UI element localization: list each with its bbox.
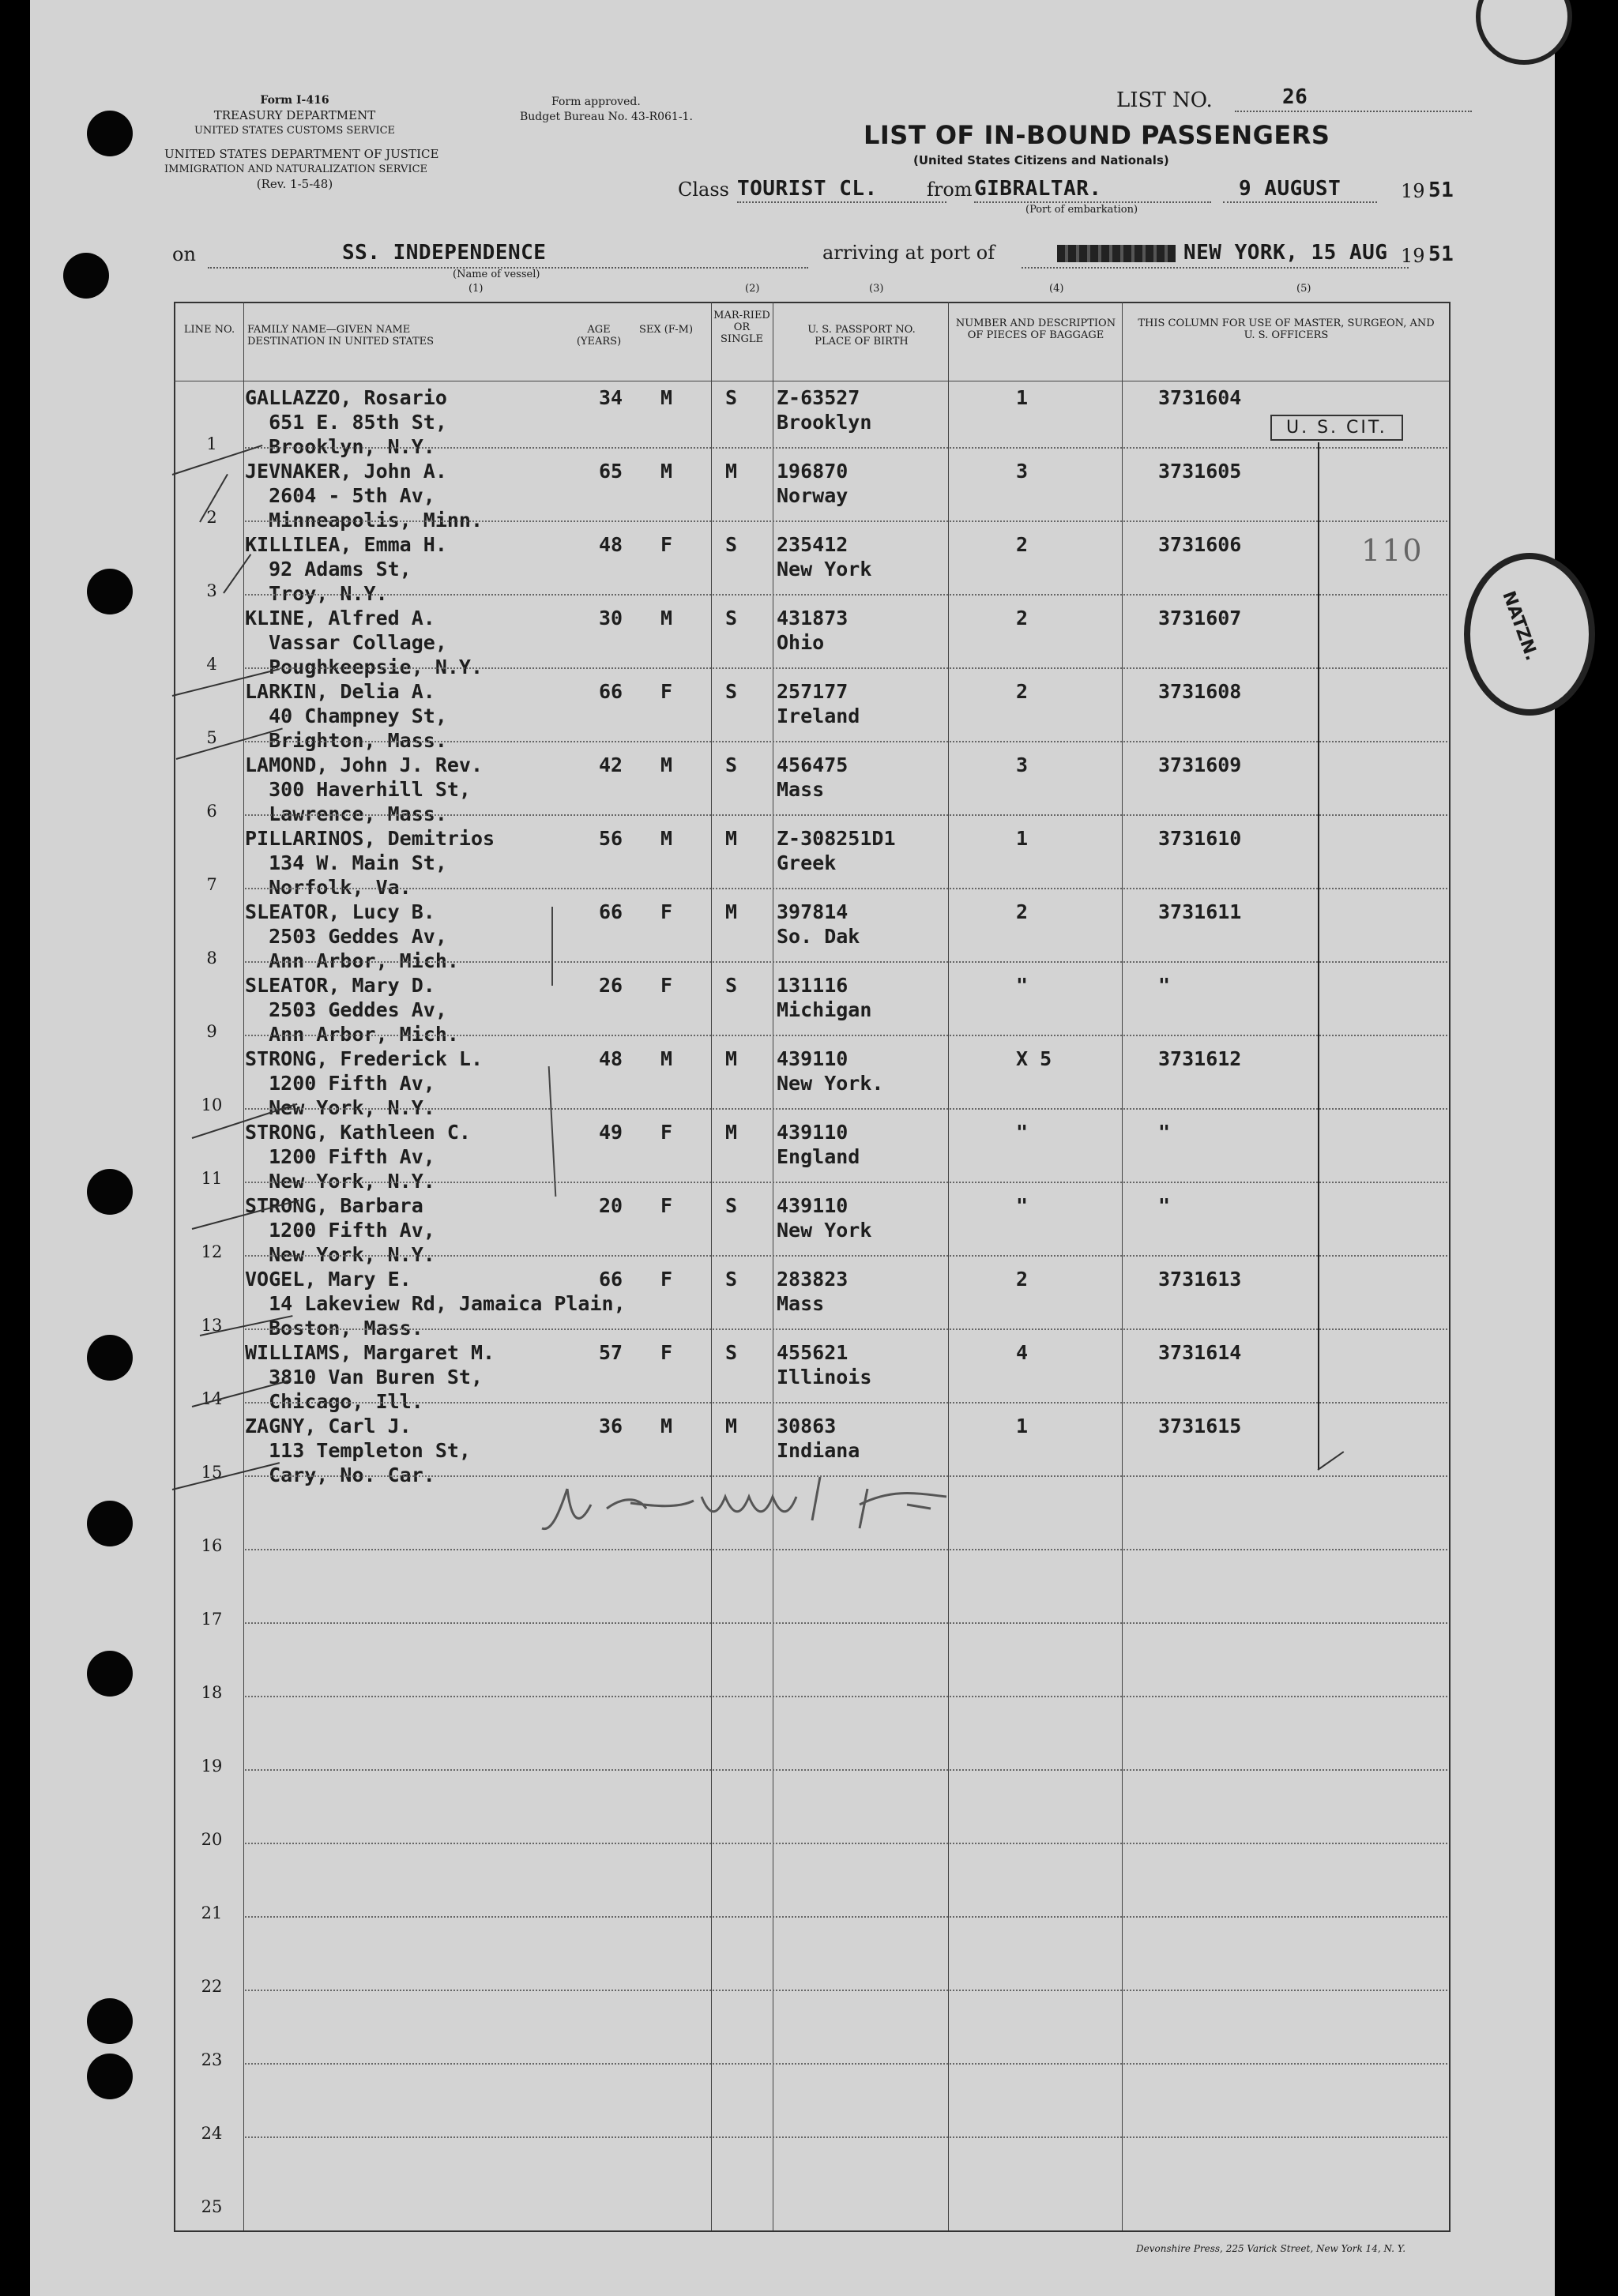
passenger-sex: M	[660, 1047, 673, 1070]
arriving-label: arriving at port of	[822, 242, 995, 264]
port-line	[974, 201, 1211, 203]
arrival-year-prefix: 19	[1401, 245, 1425, 267]
passenger-marital-status: S	[725, 753, 738, 776]
passenger-age: 56	[599, 827, 623, 850]
handwritten-signature	[536, 1473, 1025, 1544]
passenger-sex: F	[660, 1121, 673, 1144]
passport-and-birthplace: 257177 Ireland	[777, 680, 860, 727]
row-divider	[245, 2136, 1447, 2138]
passport-and-birthplace: 439110 New York	[777, 1194, 872, 1242]
baggage-count: X 5	[1016, 1047, 1052, 1070]
passenger-age: 20	[599, 1194, 623, 1217]
officer-number: "	[1158, 1121, 1171, 1144]
passenger-name-address: KILLILEA, Emma H. 92 Adams St, Troy, N.Y.	[245, 533, 447, 605]
row-divider	[245, 1108, 1447, 1110]
punch-hole	[87, 2054, 133, 2099]
passport-and-birthplace: 30863 Indiana	[777, 1415, 860, 1462]
line-number: 18	[201, 1683, 223, 1702]
vessel-name: SS. INDEPENDENCE	[342, 241, 547, 265]
passenger-marital-status: S	[725, 974, 738, 997]
passenger-sex: M	[660, 753, 673, 776]
row-divider	[245, 1622, 1447, 1624]
passport-and-birthplace: 283823 Mass	[777, 1268, 849, 1315]
col-divider	[243, 302, 244, 2230]
row-divider	[245, 667, 1447, 669]
arrival-port-date: NEW YORK, 15 AUG	[1183, 241, 1388, 265]
passport-and-birthplace: 439110 New York.	[777, 1047, 884, 1095]
passenger-marital-status: S	[725, 1341, 738, 1364]
line-number: 14	[201, 1389, 223, 1408]
form-number: Form I-416	[260, 94, 329, 107]
class-value: TOURIST CL.	[737, 177, 878, 201]
line-number: 15	[201, 1463, 223, 1482]
citizen-stamp: U. S. CIT.	[1270, 415, 1403, 441]
punch-hole	[87, 111, 133, 156]
justice-header	[164, 147, 439, 192]
passenger-age: 42	[599, 753, 623, 776]
punch-hole	[87, 1998, 133, 2044]
line-number: 9	[206, 1022, 217, 1041]
row-divider	[245, 888, 1447, 889]
line-number: 4	[206, 655, 217, 674]
passenger-marital-status: M	[725, 827, 738, 850]
baggage-count: 2	[1016, 1268, 1029, 1291]
passenger-name-address: JEVNAKER, John A. 2604 - 5th Av, Minneapolis, Minn.	[245, 460, 484, 532]
list-no-label: LIST NO.	[1116, 88, 1213, 112]
passenger-age: 48	[599, 533, 623, 556]
baggage-count: 2	[1016, 533, 1029, 556]
line-number: 12	[201, 1242, 223, 1261]
row-divider	[245, 1696, 1447, 1697]
passenger-name-address: VOGEL, Mary E. 14 Lakeview Rd, Jamaica Plain, Boston, Mass.	[245, 1268, 626, 1340]
passenger-name-address: LAMOND, John J. Rev. 300 Haverhill St, Lawrence, Mass.	[245, 753, 484, 825]
passenger-name-address: KLINE, Alfred A. Vassar Collage, Poughkeepsie, N.Y.	[245, 607, 484, 678]
passenger-name-address: PILLARINOS, Demitrios 134 W. Main St, Norfolk, Va.	[245, 827, 495, 899]
col-ref-2: (2)	[745, 283, 760, 295]
row-divider	[245, 1916, 1447, 1918]
arrival-year-suffix: 51	[1428, 242, 1454, 266]
class-line	[737, 201, 946, 203]
passenger-age: 26	[599, 974, 623, 997]
passenger-name-address: STRONG, Kathleen C. 1200 Fifth Av, New York, N.Y.	[245, 1121, 471, 1193]
col-ref-1: (1)	[468, 283, 484, 295]
printer-footer: Devonshire Press, 225 Varick Street, New York 14, N. Y.	[1136, 2243, 1406, 2254]
corner-seal	[1476, 0, 1572, 65]
officer-number: 3731615	[1158, 1415, 1242, 1437]
list-no-line	[1235, 111, 1472, 112]
justice-dept: UNITED STATES DEPARTMENT OF JUSTICE	[164, 147, 439, 161]
serial-number-stamp: 110	[1361, 533, 1424, 568]
passport-and-birthplace: 455621 Illinois	[777, 1341, 872, 1388]
row-divider	[245, 1769, 1447, 1771]
manifest-page	[30, 0, 1555, 2296]
passenger-age: 66	[599, 680, 623, 703]
officer-number: 3731614	[1158, 1341, 1242, 1364]
officer-number: 3731610	[1158, 827, 1242, 850]
passenger-marital-status: M	[725, 900, 738, 923]
officer-number: 3731605	[1158, 460, 1242, 483]
passenger-marital-status: S	[725, 607, 738, 629]
officer-number: "	[1158, 1194, 1171, 1217]
line-number: 24	[201, 2124, 223, 2143]
year-suffix: 51	[1428, 178, 1454, 202]
passenger-age: 57	[599, 1341, 623, 1364]
passenger-sex: M	[660, 607, 673, 629]
line-number: 1	[206, 434, 217, 453]
baggage-count: 4	[1016, 1341, 1029, 1364]
officer-number: 3731613	[1158, 1268, 1242, 1291]
line-number: 22	[201, 1977, 223, 1996]
col-divider	[711, 302, 712, 2230]
line-number: 6	[206, 802, 217, 821]
officer-number: 3731612	[1158, 1047, 1242, 1070]
baggage-count: 2	[1016, 680, 1029, 703]
line-number: 11	[201, 1169, 223, 1188]
col-header-line-no: LINE NO.	[183, 324, 235, 336]
approval-block	[520, 95, 693, 125]
passenger-marital-status: M	[725, 460, 738, 483]
baggage-count: "	[1016, 974, 1029, 997]
passenger-age: 66	[599, 1268, 623, 1291]
baggage-count: "	[1016, 1121, 1029, 1144]
passport-and-birthplace: Z-63527 Brooklyn	[777, 386, 872, 434]
passenger-sex: F	[660, 1341, 673, 1364]
passenger-age: 36	[599, 1415, 623, 1437]
row-divider	[245, 1035, 1447, 1036]
officer-number: "	[1158, 974, 1171, 997]
col-ref-5: (5)	[1296, 283, 1311, 295]
passport-and-birthplace: 431873 Ohio	[777, 607, 849, 654]
passenger-age: 48	[599, 1047, 623, 1070]
officer-number: 3731611	[1158, 900, 1242, 923]
baggage-count: 2	[1016, 900, 1029, 923]
passenger-age: 34	[599, 386, 623, 409]
year-prefix: 19	[1401, 180, 1425, 202]
embarkation-date: 9 AUGUST	[1239, 177, 1341, 201]
col-divider	[1122, 302, 1123, 2230]
col-ref-3: (3)	[869, 283, 884, 295]
row-divider	[245, 594, 1447, 596]
passenger-marital-status: S	[725, 386, 738, 409]
baggage-count: 3	[1016, 753, 1029, 776]
struck-out-port	[1057, 245, 1176, 262]
passenger-age: 65	[599, 460, 623, 483]
punch-hole	[87, 1501, 133, 1546]
col-ref-4: (4)	[1049, 283, 1064, 295]
officer-number: 3731606	[1158, 533, 1242, 556]
row-divider	[245, 1843, 1447, 1844]
passenger-age: 30	[599, 607, 623, 629]
line-number: 23	[201, 2050, 223, 2069]
agency-header	[164, 93, 425, 138]
customs-service: UNITED STATES CUSTOMS SERVICE	[194, 125, 396, 137]
passenger-marital-status: M	[725, 1415, 738, 1437]
on-label: on	[172, 243, 196, 265]
line-number: 7	[206, 875, 217, 894]
row-divider	[245, 814, 1447, 816]
row-divider	[245, 741, 1447, 742]
treasury-dept: TREASURY DEPARTMENT	[213, 108, 376, 122]
officer-number: 3731604	[1158, 386, 1242, 409]
col-header-officers: THIS COLUMN FOR USE OF MASTER, SURGEON, AND U. S. OFFICERS	[1138, 318, 1435, 341]
row-divider	[245, 520, 1447, 522]
line-number: 8	[206, 949, 217, 968]
passenger-sex: F	[660, 533, 673, 556]
passport-and-birthplace: 131116 Michigan	[777, 974, 872, 1021]
line-number: 19	[201, 1757, 223, 1776]
passenger-sex: F	[660, 1268, 673, 1291]
document-subtitle: (United States Citizens and Nationals)	[913, 153, 1169, 167]
document-title: LIST OF IN-BOUND PASSENGERS	[864, 120, 1330, 150]
passenger-name-address: ZAGNY, Carl J. 113 Templeton St, Cary, No. Car.	[245, 1415, 471, 1486]
date-line	[1223, 201, 1377, 203]
passenger-marital-status: S	[725, 680, 738, 703]
passport-and-birthplace: 439110 England	[777, 1121, 860, 1168]
port-of-embarkation: GIBRALTAR.	[974, 177, 1102, 201]
list-no-value: 26	[1282, 85, 1308, 109]
officer-number: 3731608	[1158, 680, 1242, 703]
form-revision: (Rev. 1-5-48)	[256, 177, 333, 191]
passenger-name-address: GALLAZZO, Rosario 651 E. 85th St, Brooklyn, N.Y.	[245, 386, 447, 458]
passenger-name-address: WILLIAMS, Margaret M. 3810 Van Buren St, Chicago, Ill.	[245, 1341, 495, 1413]
seal-text: NATZN.	[1498, 588, 1542, 663]
row-divider	[245, 961, 1447, 963]
passenger-name-address: SLEATOR, Lucy B. 2503 Geddes Av, Ann Arbor, Mich.	[245, 900, 459, 972]
row-divider	[245, 1182, 1447, 1183]
passenger-name-address: STRONG, Barbara 1200 Fifth Av, New York, N.Y.	[245, 1194, 435, 1266]
passenger-sex: F	[660, 974, 673, 997]
col-header-sex: SEX (F-M)	[638, 324, 694, 336]
passenger-name-address: SLEATOR, Mary D. 2503 Geddes Av, Ann Arbor, Mich.	[245, 974, 459, 1046]
passport-and-birthplace: 196870 Norway	[777, 460, 849, 507]
row-divider	[245, 447, 1447, 449]
line-number: 17	[201, 1610, 223, 1629]
passenger-marital-status: S	[725, 533, 738, 556]
punch-hole	[87, 1651, 133, 1697]
punch-hole	[87, 1335, 133, 1381]
baggage-count: 3	[1016, 460, 1029, 483]
line-number: 10	[201, 1095, 223, 1114]
col-header-name: FAMILY NAME—GIVEN NAME DESTINATION IN UNITED STATES	[247, 324, 435, 348]
passport-and-birthplace: Z-308251D1 Greek	[777, 827, 896, 874]
passport-and-birthplace: 397814 So. Dak	[777, 900, 860, 948]
col-header-passport: U. S. PASSPORT NO. PLACE OF BIRTH	[807, 324, 916, 348]
arrival-line	[1022, 267, 1409, 269]
passenger-sex: M	[660, 1415, 673, 1437]
passenger-age: 66	[599, 900, 623, 923]
pencil-mark	[551, 907, 553, 986]
baggage-count: 2	[1016, 607, 1029, 629]
passenger-marital-status: S	[725, 1194, 738, 1217]
budget-bureau: Budget Bureau No. 43-R061-1.	[520, 111, 693, 123]
line-number: 13	[201, 1316, 223, 1335]
passenger-sex: F	[660, 900, 673, 923]
line-number: 5	[206, 728, 217, 747]
line-number: 25	[201, 2197, 223, 2216]
passenger-sex: M	[660, 386, 673, 409]
passport-and-birthplace: 456475 Mass	[777, 753, 849, 801]
line-number: 20	[201, 1830, 223, 1849]
form-approved: Form approved.	[551, 96, 641, 108]
officer-number: 3731607	[1158, 607, 1242, 629]
row-divider	[245, 2063, 1447, 2065]
punch-hole	[63, 253, 109, 299]
passenger-name-address: LARKIN, Delia A. 40 Champney St, Brighton, Mass.	[245, 680, 447, 752]
punch-hole	[87, 569, 133, 614]
col-divider	[948, 302, 949, 2230]
passenger-age: 49	[599, 1121, 623, 1144]
from-label: from	[927, 178, 973, 201]
col-header-married: MAR-RIED OR SINGLE	[713, 310, 770, 345]
baggage-count: 1	[1016, 1415, 1029, 1437]
row-divider	[245, 1328, 1447, 1330]
passenger-marital-status: M	[725, 1047, 738, 1070]
passenger-marital-status: S	[725, 1268, 738, 1291]
baggage-count: 1	[1016, 827, 1029, 850]
baggage-count: "	[1016, 1194, 1029, 1217]
port-caption: (Port of embarkation)	[1025, 204, 1138, 216]
vessel-caption: (Name of vessel)	[453, 269, 540, 280]
row-divider	[245, 1255, 1447, 1257]
class-label: Class	[678, 178, 729, 201]
line-number: 2	[206, 508, 217, 527]
row-divider	[245, 1990, 1447, 1991]
baggage-count: 1	[1016, 386, 1029, 409]
passenger-name-address: STRONG, Frederick L. 1200 Fifth Av, New York, N.Y.	[245, 1047, 484, 1119]
line-number: 21	[201, 1903, 223, 1922]
passenger-sex: F	[660, 1194, 673, 1217]
passenger-sex: F	[660, 680, 673, 703]
ins-service: IMMIGRATION AND NATURALIZATION SERVICE	[164, 163, 428, 175]
passenger-sex: M	[660, 460, 673, 483]
passenger-marital-status: M	[725, 1121, 738, 1144]
row-divider	[245, 1549, 1447, 1550]
officer-number: 3731609	[1158, 753, 1242, 776]
punch-hole	[87, 1169, 133, 1215]
line-number: 16	[201, 1536, 223, 1555]
citizen-bracket	[1318, 442, 1319, 1469]
col-header-age: AGE (YEARS)	[576, 324, 622, 348]
row-divider	[245, 1402, 1447, 1404]
passport-and-birthplace: 235412 New York	[777, 533, 872, 581]
line-number: 3	[206, 581, 217, 600]
passenger-sex: M	[660, 827, 673, 850]
col-header-baggage: NUMBER AND DESCRIPTION OF PIECES OF BAGGAGE	[955, 318, 1116, 341]
